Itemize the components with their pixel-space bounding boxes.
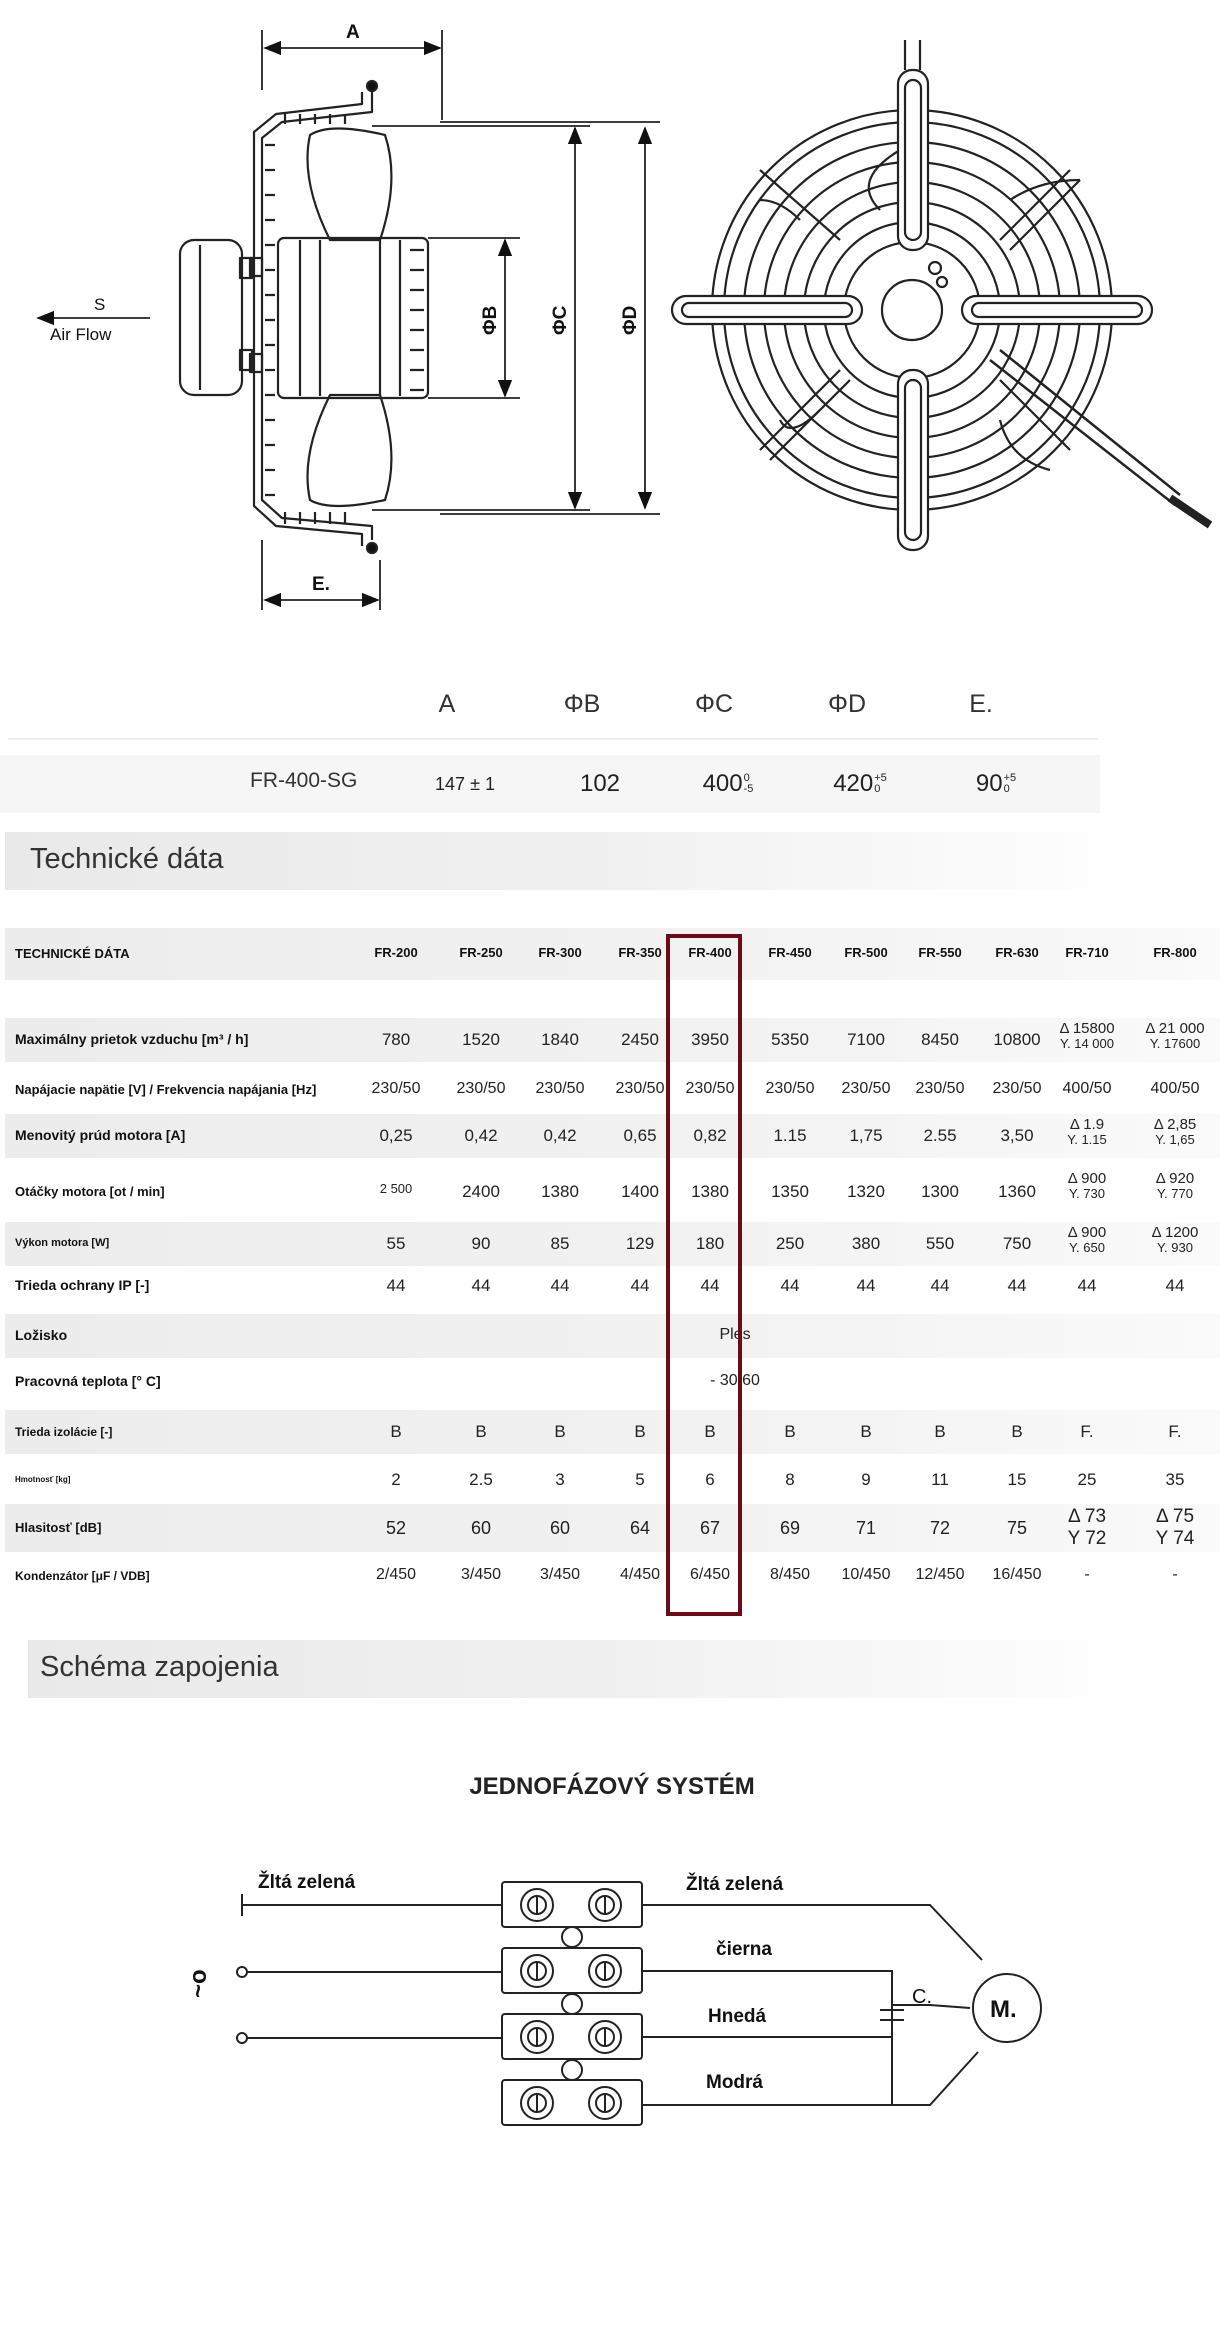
- dimension-table-divider: [8, 738, 1098, 740]
- cell-power-fr-300: 85: [550, 1234, 570, 1253]
- tech-corner-label: TECHNICKÉ DÁTA: [15, 946, 130, 961]
- cell-voltage-fr-550: 230/50: [915, 1080, 965, 1097]
- cell-insulation-fr-250: B: [475, 1422, 487, 1441]
- cell-weight-fr-200: 2: [391, 1470, 401, 1489]
- cell-airflow-fr-800: [1145, 1020, 1204, 1052]
- dim-value-e: 90 +5 0: [975, 770, 1017, 797]
- cell-airflow-fr-400: 3950: [691, 1030, 729, 1049]
- airflow-label: Air Flow: [50, 325, 112, 344]
- cell-power-fr-250: 90: [471, 1234, 491, 1253]
- cell-speed-fr-400: 1380: [691, 1182, 729, 1201]
- model-header-fr-350: FR-350: [618, 945, 662, 960]
- delta-value: Δ 2,85: [1153, 1116, 1197, 1133]
- cell-current-fr-500: 1,75: [849, 1126, 883, 1145]
- cell-current-fr-450: 1.15: [773, 1126, 807, 1145]
- tech-row-ip: [5, 1268, 1220, 1304]
- wiring-diagram: [0, 1820, 1224, 2150]
- dimension-table-row: [0, 755, 1100, 813]
- star-value: Y. 17600: [1149, 1036, 1201, 1052]
- dim-value-b: 102: [579, 770, 621, 797]
- cell-power-fr-800: [1152, 1224, 1199, 1256]
- cell-ip-fr-250: 44: [471, 1276, 491, 1295]
- row-value-temp: - 30 60: [710, 1372, 760, 1389]
- fan-technical-drawing: [0, 0, 1224, 620]
- tech-row-temp: [5, 1360, 1220, 1404]
- cell-speed-fr-350: 1400: [621, 1182, 659, 1201]
- cell-voltage-fr-350: 230/50: [615, 1080, 665, 1097]
- tech-row-power: [5, 1222, 1220, 1266]
- delta-value: Δ 15800: [1059, 1020, 1115, 1037]
- wiring-section-banner: [28, 1640, 1148, 1698]
- tech-row-bearing: [5, 1314, 1220, 1358]
- dim-header-b: ΦB: [563, 690, 601, 718]
- delta-value: Δ 900: [1067, 1170, 1107, 1187]
- cell-voltage-fr-630: 230/50: [992, 1080, 1042, 1097]
- cell-voltage-fr-400: 230/50: [685, 1080, 735, 1097]
- row-label-weight: Hmotnosť [kg]: [15, 1475, 71, 1484]
- cell-airflow-fr-710: [1059, 1020, 1114, 1052]
- delta-value: Δ 920: [1155, 1170, 1195, 1187]
- cell-speed-fr-800: [1156, 1170, 1194, 1202]
- fan-front-view: [672, 40, 1210, 550]
- cell-insulation-fr-200: B: [390, 1422, 402, 1441]
- cell-insulation-fr-500: B: [860, 1422, 872, 1441]
- cell-capacitor-fr-450: 8/450: [769, 1566, 811, 1583]
- cell-capacitor-fr-250: 3/450: [460, 1566, 502, 1583]
- cell-noise-fr-200: 52: [385, 1518, 407, 1538]
- dim-header-d: ΦD: [827, 690, 867, 718]
- wiring-section-title: Schéma zapojenia: [40, 1651, 279, 1683]
- cell-insulation-fr-300: B: [554, 1422, 566, 1441]
- cell-insulation-fr-800: F.: [1168, 1422, 1182, 1441]
- cell-weight-fr-710: 25: [1077, 1470, 1097, 1489]
- cell-power-fr-400: 180: [695, 1234, 725, 1253]
- cell-noise-fr-800: [1156, 1506, 1195, 1550]
- cell-noise-fr-250: 60: [470, 1518, 492, 1538]
- cell-power-fr-200: 55: [386, 1234, 406, 1253]
- star-value: Y. 1.15: [1067, 1132, 1107, 1148]
- dim-header-a: A: [438, 690, 456, 718]
- cell-speed-fr-300: 1380: [541, 1182, 579, 1201]
- cell-capacitor-fr-400: 6/450: [689, 1566, 731, 1583]
- cell-airflow-fr-630: 10800: [993, 1030, 1041, 1049]
- cell-speed-fr-710: [1068, 1170, 1106, 1202]
- dimension-table-header: [0, 690, 1100, 738]
- cell-current-fr-800: [1154, 1116, 1197, 1148]
- cell-capacitor-fr-550: 12/450: [915, 1566, 965, 1583]
- tech-section-title: Technické dáta: [30, 843, 224, 875]
- cell-airflow-fr-350: 2450: [621, 1030, 659, 1049]
- tech-row-capacitor: [5, 1554, 1220, 1598]
- dim-label-d: ΦD: [620, 305, 641, 335]
- cell-speed-fr-550: 1300: [921, 1182, 959, 1201]
- tech-section-banner: [5, 832, 1150, 890]
- cell-noise-fr-400: 67: [699, 1518, 721, 1538]
- dim-value-d: 420 +5 0: [833, 770, 887, 797]
- cell-ip-fr-350: 44: [630, 1276, 650, 1295]
- tech-row-voltage: [5, 1068, 1220, 1112]
- cell-insulation-fr-710: F.: [1080, 1422, 1094, 1441]
- star-value: Y. 730: [1069, 1186, 1105, 1202]
- cell-noise-fr-500: 71: [855, 1518, 877, 1538]
- model-header-fr-450: FR-450: [768, 945, 812, 960]
- cell-airflow-fr-450: 5350: [771, 1030, 809, 1049]
- cell-airflow-fr-550: 8450: [921, 1030, 959, 1049]
- cell-capacitor-fr-630: 16/450: [992, 1566, 1042, 1583]
- cell-ip-fr-500: 44: [856, 1276, 876, 1295]
- cell-noise-fr-450: 69: [779, 1518, 801, 1538]
- cell-speed-fr-500: 1320: [847, 1182, 885, 1201]
- cell-speed-fr-250: 2400: [462, 1182, 500, 1201]
- row-label-capacitor: Kondenzátor [μF / VDB]: [15, 1569, 150, 1583]
- cell-weight-fr-450: 8: [785, 1470, 795, 1489]
- delta-value: Δ 73: [1067, 1506, 1107, 1527]
- tech-row-noise: [5, 1504, 1220, 1552]
- cell-ip-fr-300: 44: [550, 1276, 570, 1295]
- delta-value: Δ 75: [1155, 1506, 1195, 1527]
- model-header-fr-800: FR-800: [1153, 945, 1197, 960]
- cell-power-fr-550: 550: [925, 1234, 955, 1253]
- fr-400-highlight: [666, 934, 742, 1616]
- cell-capacitor-fr-200: 2/450: [375, 1566, 417, 1583]
- star-value: Y 72: [1067, 1527, 1107, 1549]
- cell-weight-fr-550: 11: [931, 1470, 949, 1489]
- dim-label-c: ΦC: [550, 305, 571, 335]
- capacitor-label: C.: [912, 1986, 932, 2008]
- wire-label-ground-right: Žltá zelená: [686, 1874, 784, 1895]
- dim-model: FR-400-SG: [250, 769, 358, 792]
- dim-value-c: 400 0 -5: [702, 770, 754, 797]
- cell-ip-fr-450: 44: [780, 1276, 800, 1295]
- cell-voltage-fr-800: 400/50: [1150, 1080, 1200, 1097]
- star-value: Y. 1,65: [1155, 1132, 1195, 1148]
- cell-weight-fr-630: 15: [1007, 1470, 1027, 1489]
- cell-capacitor-fr-350: 4/450: [619, 1566, 661, 1583]
- dim-label-b: ΦB: [480, 305, 501, 335]
- cell-ip-fr-550: 44: [930, 1276, 950, 1295]
- model-header-fr-710: FR-710: [1065, 945, 1109, 960]
- cell-airflow-fr-500: 7100: [847, 1030, 885, 1049]
- cell-current-fr-250: 0,42: [464, 1126, 498, 1145]
- model-header-fr-500: FR-500: [844, 945, 888, 960]
- cell-capacitor-fr-500: 10/450: [841, 1566, 891, 1583]
- tech-row-speed: [5, 1168, 1220, 1216]
- fan-side-view: [180, 81, 428, 553]
- cell-current-fr-550: 2.55: [923, 1126, 957, 1145]
- cell-noise-fr-550: 72: [929, 1518, 951, 1538]
- row-label-bearing: Ložisko: [15, 1327, 68, 1343]
- cell-noise-fr-630: 75: [1006, 1518, 1028, 1538]
- cell-weight-fr-300: 3: [555, 1470, 565, 1489]
- tech-row-insulation: [5, 1410, 1220, 1454]
- cell-weight-fr-350: 5: [635, 1470, 645, 1489]
- cell-power-fr-350: 129: [625, 1234, 655, 1253]
- cell-power-fr-710: [1068, 1224, 1106, 1256]
- cell-insulation-fr-550: B: [934, 1422, 946, 1441]
- row-value-bearing: Ples: [719, 1326, 751, 1343]
- cell-voltage-fr-710: 400/50: [1062, 1080, 1112, 1097]
- cell-capacitor-fr-710: -: [1084, 1566, 1090, 1583]
- dim-label-a: A: [346, 22, 360, 43]
- cell-ip-fr-200: 44: [386, 1276, 406, 1295]
- cell-weight-fr-500: 9: [861, 1470, 871, 1489]
- cell-current-fr-300: 0,42: [543, 1126, 577, 1145]
- star-value: Y. 770: [1157, 1186, 1193, 1202]
- cell-current-fr-350: 0,65: [623, 1126, 657, 1145]
- tech-row-weight: [5, 1458, 1220, 1502]
- dim-header-c: ΦC: [694, 690, 734, 718]
- tech-row-airflow: [5, 1018, 1220, 1062]
- cell-weight-fr-400: 6: [705, 1470, 715, 1489]
- cell-voltage-fr-500: 230/50: [841, 1080, 891, 1097]
- cell-current-fr-400: 0,82: [693, 1126, 727, 1145]
- model-header-fr-250: FR-250: [459, 945, 503, 960]
- dim-label-e: E.: [312, 574, 330, 595]
- cell-ip-fr-630: 44: [1007, 1276, 1027, 1295]
- cell-voltage-fr-200: 230/50: [371, 1080, 421, 1097]
- row-label-airflow: Maximálny prietok vzduchu [m³ / h]: [15, 1031, 249, 1047]
- cell-speed-fr-630: 1360: [998, 1182, 1036, 1201]
- cell-insulation-fr-350: B: [634, 1422, 646, 1441]
- tech-row-header: [5, 928, 1220, 980]
- cell-airflow-fr-200: 780: [381, 1030, 411, 1049]
- star-value: Y. 14 000: [1060, 1036, 1114, 1052]
- cell-capacitor-fr-800: -: [1172, 1566, 1178, 1583]
- cell-capacitor-fr-300: 3/450: [539, 1566, 581, 1583]
- delta-value: Δ 1200: [1151, 1224, 1199, 1241]
- airflow-s-label: S: [94, 295, 106, 314]
- delta-value: Δ 1.9: [1069, 1116, 1105, 1133]
- cell-ip-fr-800: 44: [1165, 1276, 1185, 1295]
- supply-label: ~o: [185, 1969, 212, 1998]
- row-label-speed: Otáčky motora [ot / min]: [15, 1184, 165, 1199]
- row-label-power: Výkon motora [W]: [15, 1237, 110, 1249]
- cell-weight-fr-800: 35: [1165, 1470, 1185, 1489]
- row-label-insulation: Trieda izolácie [-]: [15, 1425, 113, 1439]
- star-value: Y. 930: [1157, 1240, 1193, 1256]
- row-label-current: Menovitý prúd motora [A]: [15, 1127, 186, 1143]
- cell-power-fr-450: 250: [775, 1234, 805, 1253]
- row-label-noise: Hlasitosť [dB]: [15, 1520, 102, 1535]
- cell-insulation-fr-400: B: [704, 1422, 716, 1441]
- row-label-temp: Pracovná teplota [° C]: [15, 1373, 161, 1389]
- wiring-title: JEDNOFÁZOVÝ SYSTÉM: [469, 1773, 755, 1800]
- cell-speed-fr-450: 1350: [771, 1182, 809, 1201]
- dim-value-a: 147 ± 1: [435, 773, 495, 794]
- cell-current-fr-200: 0,25: [379, 1126, 413, 1145]
- model-header-fr-550: FR-550: [918, 945, 962, 960]
- model-header-fr-630: FR-630: [995, 945, 1039, 960]
- cell-voltage-fr-300: 230/50: [535, 1080, 585, 1097]
- cell-power-fr-630: 750: [1002, 1234, 1032, 1253]
- cell-weight-fr-250: 2.5: [469, 1470, 493, 1489]
- cell-airflow-fr-300: 1840: [541, 1030, 579, 1049]
- row-label-ip: Trieda ochrany IP [-]: [15, 1277, 150, 1293]
- cell-airflow-fr-250: 1520: [462, 1030, 500, 1049]
- wire-label-blue: Modrá: [706, 2072, 763, 2093]
- delta-value: Δ 21 000: [1145, 1020, 1205, 1037]
- wire-label-black: čierna: [716, 1939, 772, 1960]
- star-value: Y. 650: [1069, 1240, 1105, 1256]
- cell-voltage-fr-450: 230/50: [765, 1080, 815, 1097]
- wire-label-brown: Hnedá: [708, 2006, 767, 2027]
- delta-value: Δ 900: [1067, 1224, 1107, 1241]
- cell-ip-fr-710: 44: [1077, 1276, 1097, 1295]
- cell-speed-fr-200: 2 500: [379, 1181, 413, 1196]
- cell-current-fr-630: 3,50: [1000, 1126, 1034, 1145]
- wire-label-ground-left: Žltá zelená: [258, 1872, 356, 1893]
- motor-label: M.: [990, 1996, 1017, 2023]
- star-value: Y 74: [1155, 1527, 1195, 1549]
- dim-header-e: E.: [969, 690, 993, 718]
- cell-noise-fr-300: 60: [549, 1518, 571, 1538]
- cell-current-fr-710: [1067, 1116, 1107, 1148]
- cell-power-fr-500: 380: [851, 1234, 881, 1253]
- cell-noise-fr-350: 64: [629, 1518, 651, 1538]
- terminal-block: [502, 1882, 642, 2125]
- cell-voltage-fr-250: 230/50: [456, 1080, 506, 1097]
- tech-row-current: [5, 1114, 1220, 1158]
- cell-noise-fr-710: [1068, 1506, 1107, 1550]
- cell-insulation-fr-630: B: [1011, 1422, 1023, 1441]
- model-header-fr-400: FR-400: [688, 945, 732, 960]
- cell-ip-fr-400: 44: [700, 1276, 720, 1295]
- cell-insulation-fr-450: B: [784, 1422, 796, 1441]
- model-header-fr-200: FR-200: [374, 945, 418, 960]
- model-header-fr-300: FR-300: [538, 945, 582, 960]
- row-label-voltage: Napájacie napätie [V] / Frekvencia napájania [Hz]: [15, 1082, 317, 1097]
